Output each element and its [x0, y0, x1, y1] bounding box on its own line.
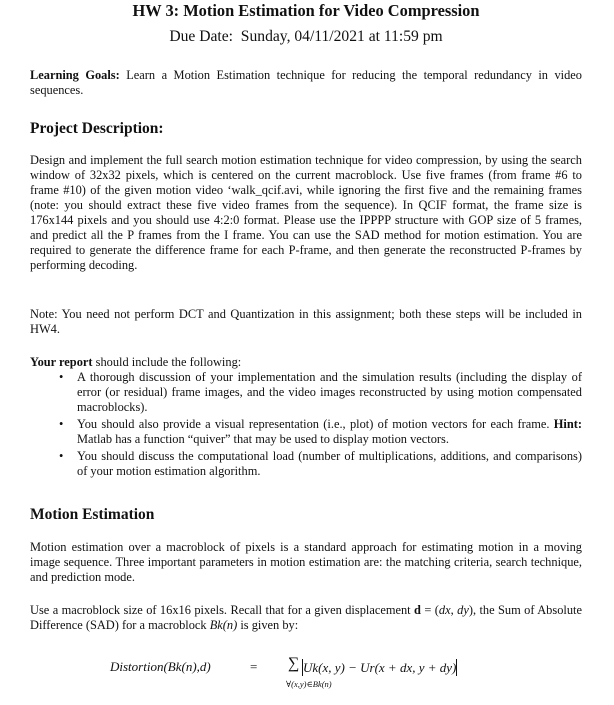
motion-estimation-heading: Motion Estimation — [30, 506, 155, 523]
report-bullet-list — [30, 370, 582, 481]
sad-text-part: is given by: — [240, 618, 299, 632]
learning-goals-paragraph — [30, 68, 582, 98]
learning-goals-label: Learning Goals: — [30, 68, 120, 82]
list-item — [30, 449, 582, 479]
list-item — [30, 370, 582, 415]
formula-lhs: Distortion(Bk(n),d) — [110, 659, 211, 674]
motion-estimation-paragraph: Motion estimation over a macroblock of pixels is a standard approach for estimating motion in a moving image sequence. Three important parameters in motion estimation are: the matching criteria, search technique, and prediction mode. — [30, 540, 582, 584]
report-intro-text: should include the following: — [95, 355, 242, 369]
bullet-text: A thorough discussion of your implementation and the simulation results (including the display of error (or residual) frame images, and the video images reconstructed by using motion compensated macroblocks). — [77, 370, 582, 414]
bullet-icon: • — [59, 449, 64, 463]
note-paragraph: Note: You need not perform DCT and Quantization in this assignment; both these steps will be included in HW4. — [30, 307, 582, 336]
sad-formula — [110, 654, 530, 698]
sad-text-part: ), the Sum of Absolute Difference (SAD) for a macroblock — [30, 603, 582, 632]
formula-equals: = — [250, 659, 258, 674]
project-description-paragraph: Design and implement the full search motion estimation technique for video compression, by using the search window of 32x32 pixels, which is centered on the current macroblock. Use five frames (from frame #6 to frame #10) of the given motion video ‘walk_qcif.avi, while ignoring the first five and the remaining frames (note: you should extract these five video frames from the sequence). In QCIF format, the frame size is 176x144 pixels and you should use 4:2:0 format. Please use the IPPPP structure with GOP size of 5 frames, and predict all the P frames from the I frame. You can use the SAD method for motion estimation. You are required to generate the difference frame for each P-frame, and then generate the reconstructed P-frames by performing decoding. — [30, 153, 582, 272]
due-date-line — [30, 27, 582, 47]
dx-symbol: dx — [438, 603, 451, 617]
formula-rhs-wrapper — [302, 659, 457, 676]
bullet-text: You should also provide a visual representation (i.e., plot) of motion vectors for each frame. — [77, 417, 550, 431]
hint-text: Matlab has a function “quiver” that may be used to display motion vectors. — [77, 432, 449, 446]
sad-text-part: , — [450, 603, 454, 617]
report-intro — [30, 355, 582, 370]
bullet-icon: • — [59, 417, 64, 431]
displacement-symbol: d — [414, 603, 421, 617]
formula-rhs: Uk(x, y) − Ur(x + dx, y + dy) — [303, 660, 457, 675]
sad-text-part: Use a macroblock size of 16x16 pixels. Recall that for a given displacement — [30, 603, 411, 617]
list-item — [30, 417, 582, 447]
bullet-text: You should discuss the computational load (number of multiplications, additions, and comparisons) of your motion estimation algorithm. — [77, 449, 582, 478]
sum-symbol: ∑ — [288, 655, 300, 672]
bullet-icon: • — [59, 370, 64, 384]
due-date-value: Sunday, 04/11/2021 at 11:59 pm — [240, 28, 443, 45]
sum-subscript: ∀(x,y)∈Bk(n) — [286, 679, 332, 689]
sad-text-part: = ( — [424, 603, 439, 617]
report-label: Your report — [30, 355, 93, 369]
document-title: HW 3: Motion Estimation for Video Compression — [132, 1, 480, 20]
dy-symbol: dy — [457, 603, 469, 617]
abs-bar-right — [456, 659, 457, 676]
due-date-label: Due Date: — [169, 28, 233, 45]
learning-goals-text: Learn a Motion Estimation technique for reducing the temporal redundancy in video sequences. — [30, 68, 582, 97]
macroblock-symbol: Bk(n) — [209, 618, 238, 632]
project-description-heading: Project Description: — [30, 120, 164, 137]
sad-intro-paragraph — [30, 603, 582, 633]
hint-label: Hint: — [553, 417, 582, 431]
